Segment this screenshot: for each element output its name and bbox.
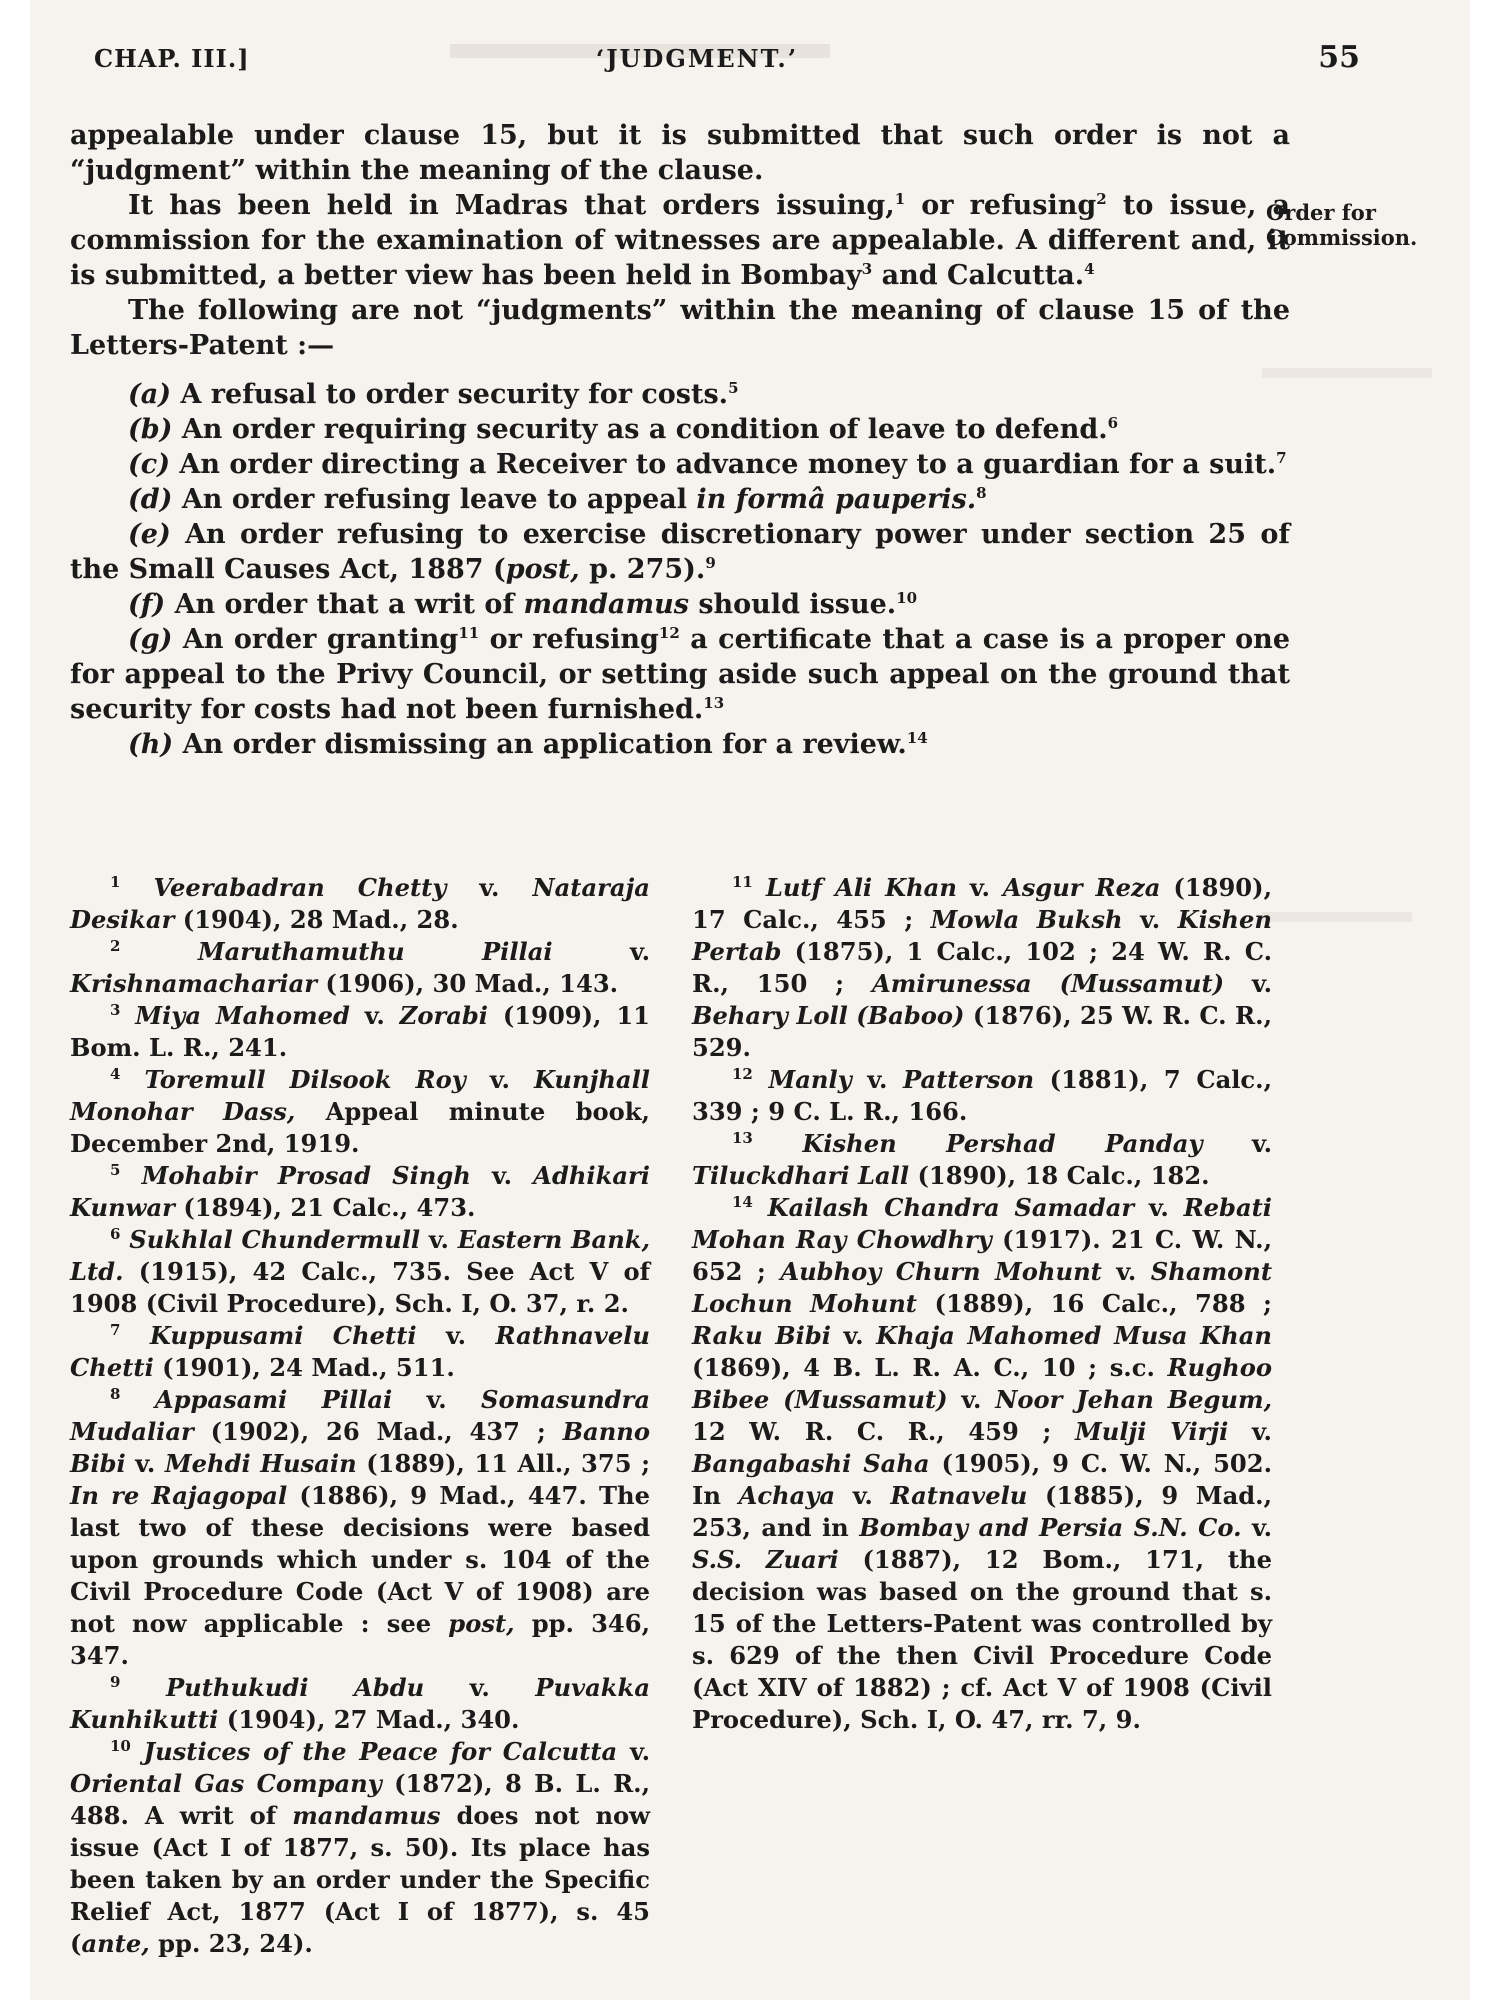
running-header: [94, 40, 1360, 82]
chapter-label: CHAP. III.]: [94, 44, 250, 73]
running-title: ‘JUDGMENT.’: [595, 44, 799, 73]
footnote-ref: 3: [861, 260, 873, 278]
footnotes-right-column: [692, 872, 1272, 1736]
footnote: $^9$ Puthukudi Abdu v. Puvakka Kunhikutti (1904), 27 Mad., 340.: [70, 1672, 650, 1734]
exclusions-list: [70, 377, 1290, 762]
page-number: 55: [1318, 40, 1360, 75]
list-item: (h) An order dismissing an application for a review.$^{14}$: [128, 729, 928, 760]
list-item: (c) An order directing a Receiver to advance money to a guardian for a suit.$^7$: [128, 449, 1287, 480]
show-through-bleed: [1262, 912, 1412, 922]
footnote: $^3$ Miya Mahomed v. Zorabi (1909), 11 Bom. L. R., 241.: [70, 1000, 650, 1062]
footnote-ref: 1: [894, 190, 906, 208]
list-item: (f) An order that a writ of mandamus should issue.$^{10}$: [128, 589, 918, 620]
list-item: (d) An order refusing leave to appeal in formâ pauperis.$^8$: [128, 484, 987, 515]
footnote: $^8$ Appasami Pillai v. Somasundra Mudaliar (1902), 26 Mad., 437 ; Banno Bibi v. Mehdi Husain (1889), 11 All., 375 ; In re Rajagopal (1886), 9 Mad., 447. The last two of these decisions were based upon grounds which under s. 104 of the Civil Procedure Code (Act V of 1908) are not now applicable : see post, pp. 346, 347.: [70, 1384, 651, 1670]
list-item: (a) A refusal to order security for costs.$^5$: [128, 379, 739, 410]
footnote: $^{13}$ Kishen Pershad Panday v. Tiluckdhari Lall (1890), 18 Calc., 182.: [692, 1128, 1273, 1190]
footnote: $^2$ Maruthamuthu Pillai v. Krishnamachariar (1906), 30 Mad., 143.: [70, 936, 650, 998]
footnote-ref: 4: [1084, 260, 1095, 278]
footnote: $^4$ Toremull Dilsook Roy v. Kunjhall Monohar Dass, Appeal minute book, December 2nd, 1919.: [70, 1064, 650, 1158]
list-item: (e) An order refusing to exercise discretionary power under section 25 of the Small Causes Act, 1887 (post, p. 275).$^9$: [70, 519, 1290, 585]
footnote: $^1$ Veerabadran Chetty v. Nataraja Desikar (1904), 28 Mad., 28.: [70, 872, 650, 934]
footnote: $^{12}$ Manly v. Patterson (1881), 7 Calc., 339 ; 9 C. L. R., 166.: [692, 1064, 1272, 1126]
footnote-ref: 2: [1096, 190, 1107, 208]
footnote: $^5$ Mohabir Prosad Singh v. Adhikari Kunwar (1894), 21 Calc., 473.: [70, 1160, 650, 1222]
paragraph: The following are not “judgments” within the meaning of clause 15 of the Letters-Patent :—: [70, 295, 1290, 361]
list-item: (g) An order granting$^{11}$ or refusing$^{12}$ a certificate that a case is a proper one for appeal to the Privy Council, or setting aside such appeal on the ground that security for costs had not been furnished.$^{13}$: [70, 624, 1290, 725]
footnote: $^{10}$ Justices of the Peace for Calcutta v. Oriental Gas Company (1872), 8 B. L. R., 488. A writ of mandamus does not now issue (Act I of 1877, s. 50). Its place has been taken by an order under the Specific Relief Act, 1877 (Act I of 1877), s. 45 (ante, pp. 23, 24).: [70, 1736, 651, 1958]
footnotes-left-column: [70, 872, 650, 1960]
footnote: $^{14}$ Kailash Chandra Samadar v. Rebati Mohan Ray Chowdhry (1917). 21 C. W. N., 652 ; Aubhoy Churn Mohunt v. Shamont Lochun Mohunt (1889), 16 Calc., 788 ; Raku Bibi v. Khaja Mahomed Musa Khan (1869), 4 B. L. R. A. C., 10 ; s.c. Rughoo Bibee (Mussamut) v. Noor Jehan Begum, 12 W. R. C. R., 459 ; Mulji Virji v. Bangabashi Saha (1905), 9 C. W. N., 502. In Achaya v. Ratnavelu (1885), 9 Mad., 253, and in Bombay and Persia S.N. Co. v. S.S. Zuari (1887), 12 Bom., 171, the decision was based on the ground that s. 15 of the Letters-Patent was controlled by s. 629 of the then Civil Procedure Code (Act XIV of 1882) ; cf. Act V of 1908 (Civil Procedure), Sch. I, O. 47, rr. 7, 9.: [692, 1192, 1273, 1734]
main-text: [70, 118, 1290, 762]
footnote: $^6$ Sukhlal Chundermull v. Eastern Bank, Ltd. (1915), 42 Calc., 735. See Act V of 1908 (Civil Procedure), Sch. I, O. 37, r. 2.: [70, 1224, 650, 1318]
book-page: [30, 0, 1470, 2000]
list-item: (b) An order requiring security as a condition of leave to defend.$^6$: [128, 414, 1119, 445]
footnote: $^7$ Kuppusami Chetti v. Rathnavelu Chetti (1901), 24 Mad., 511.: [70, 1320, 650, 1382]
paragraph: It has been held in Madras that orders issuing,$^1$ or refusing$^2$ to issue, a commission for the examination of witnesses are appealable. A different and, it is submitted, a better view has been held in Bombay$^3$ and Calcutta.$^4$: [70, 190, 1290, 291]
margin-note: Order for Commission.: [1266, 200, 1418, 250]
paragraph: appealable under clause 15, but it is submitted that such order is not a “judgment” within the meaning of the clause.: [70, 120, 1290, 186]
footnote: $^{11}$ Lutf Ali Khan v. Asgur Reza (1890), 17 Calc., 455 ; Mowla Buksh v. Kishen Pertab (1875), 1 Calc., 102 ; 24 W. R. C. R., 150 ; Amirunessa (Mussamut) v. Behary Loll (Baboo) (1876), 25 W. R. C. R., 529.: [692, 872, 1273, 1062]
